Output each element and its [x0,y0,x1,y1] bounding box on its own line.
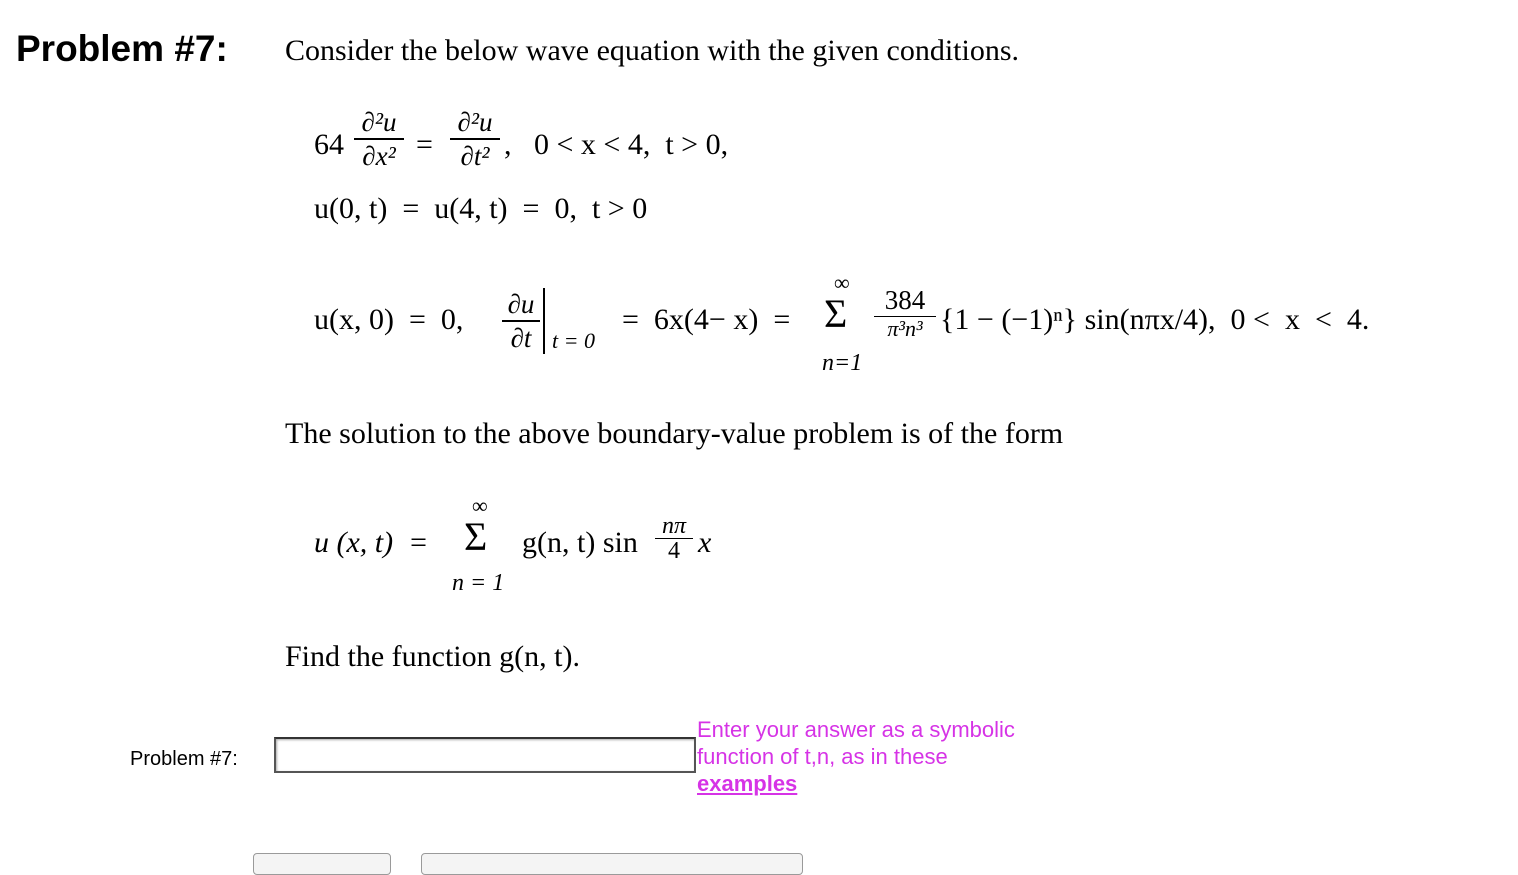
ic-velocity-fraction [502,290,540,352]
solution-frac [655,515,693,562]
examples-link[interactable]: examples [697,771,798,796]
pde-rhs-denominator: ∂t² [460,141,490,171]
answer-input[interactable] [274,737,696,773]
answer-hint [697,716,1015,797]
preview-button[interactable] [253,853,391,875]
pde-coefficient: 64 [314,128,344,161]
find-instruction: Find the function g(n, t). [285,640,580,673]
evaluation-bar [543,288,545,354]
answer-label: Problem #7: [130,748,238,770]
pde-equals: = [416,128,433,161]
ic-displacement: u(x, 0) = 0, [314,303,464,336]
ic-velocity-numerator: ∂u [507,289,535,319]
solution-lhs: u (x, t) = [314,526,429,559]
pde-lhs-numerator: ∂²u [361,107,397,137]
ic-velocity-rhs: = 6x(4− x) = [622,303,791,336]
pde-domain: , 0 < x < 4, t > 0, [504,128,729,161]
boundary-condition: u(0, t) = u(4, t) = 0, t > 0 [314,192,648,225]
ic-velocity-denominator: ∂t [510,323,532,353]
solution-term: g(n, t) sin [522,526,638,559]
problem-intro: Consider the below wave equation with the given conditions. [285,34,1020,67]
answer-hint-line2: function of t,n, as in these [697,744,948,769]
ic-coefficient-fraction [874,286,936,339]
pde-rhs-fraction [450,108,500,170]
submit-button[interactable] [421,853,803,875]
solution-sum-lower: n = 1 [452,570,505,596]
pde-lhs-fraction [354,108,404,170]
solution-sum-symbol: Σ [464,514,488,559]
solution-frac-numerator: nπ [661,513,687,539]
solution-intro-text: The solution to the above boundary-value problem is of the form [285,417,1064,450]
pde-lhs-denominator: ∂x² [362,141,396,171]
ic-series-term: {1 − (−1)ⁿ} sin(nπx/4), 0 < x < 4. [940,303,1370,336]
answer-hint-line1: Enter your answer as a symbolic [697,717,1015,742]
ic-coefficient-denominator: π³n³ [887,316,923,341]
pde-rhs-numerator: ∂²u [457,107,493,137]
ic-sum-lower: n=1 [822,350,863,376]
solution-frac-denominator: 4 [668,538,680,564]
solution-sum-upper: ∞ [472,493,488,518]
problem-heading: Problem #7: [16,28,228,69]
ic-sum-symbol: Σ [824,291,848,336]
ic-eval-point: t = 0 [552,328,595,353]
ic-coefficient-numerator: 384 [884,285,926,315]
ic-sum-upper: ∞ [834,270,850,295]
solution-variable: x [698,526,712,559]
